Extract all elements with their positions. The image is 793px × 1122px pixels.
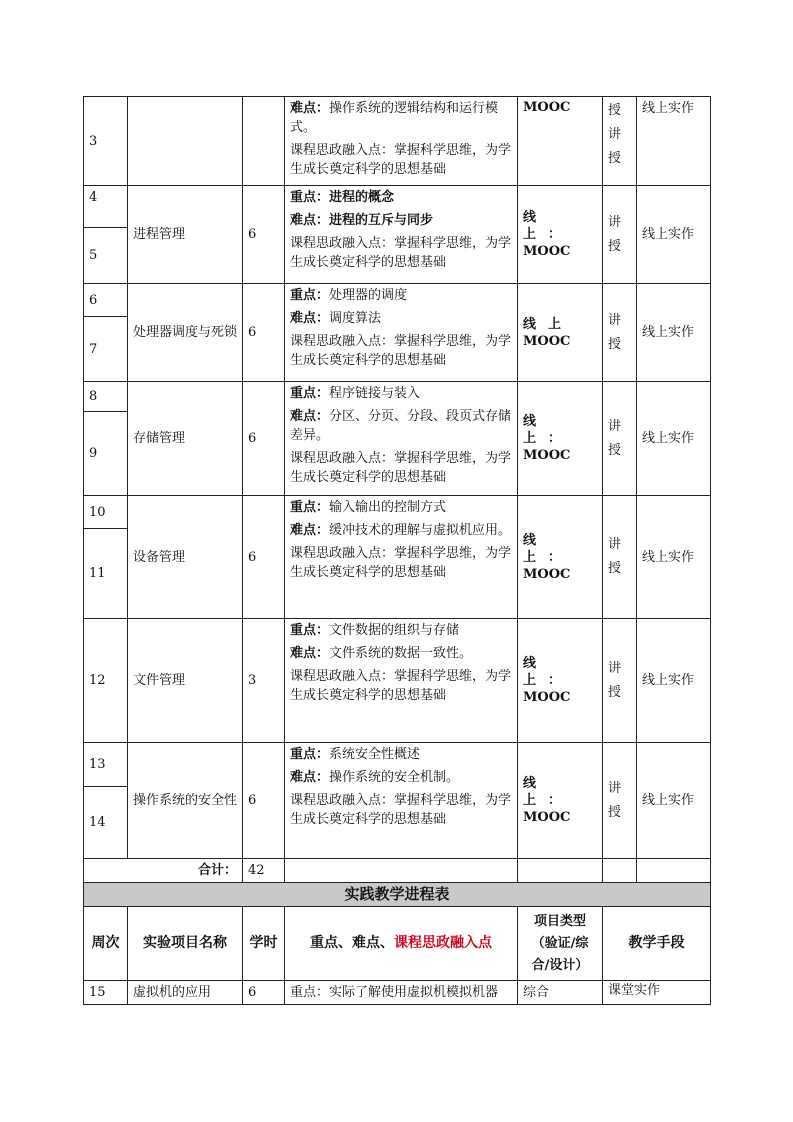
ideology-text: 课程思政融入点：掌握科学思维，为学生成长奠定科学的思想基础 (290, 451, 512, 485)
difficulty-text: 文件系统的数据一致性。 (329, 646, 473, 661)
method-line: 线上： (523, 656, 574, 688)
header-type: 项目类型（验证/综合/设计） (518, 907, 603, 981)
practice-means: 课堂实作 (603, 981, 711, 1005)
difficulty-label: 难点： (290, 646, 330, 661)
difficulty-text: 缓冲技术的理解与虚拟机应用。 (329, 523, 512, 538)
course-schedule-table (83, 96, 711, 1005)
teach-char: 讲 (608, 312, 622, 328)
method-line: MOOC (523, 448, 571, 463)
practice-week: 15 (84, 981, 128, 1005)
content-cell: 进程管理 (128, 186, 243, 284)
key-text: 程序链接与装入 (329, 386, 421, 401)
difficulty-text: 操作系统的逻辑结构和运行模式。 (290, 101, 499, 135)
header-name: 实验项目名称 (128, 907, 243, 981)
ideology-text: 课程思政融入点：掌握科学思维，为学生成长奠定科学的思想基础 (290, 793, 512, 827)
content-cell: 设备管理 (128, 496, 243, 619)
key-text: 文件数据的组织与存储 (329, 623, 460, 638)
key-label: 重点： (290, 386, 330, 401)
teach-char: 授 (608, 804, 622, 820)
section-band (84, 883, 711, 907)
method-cell (518, 97, 603, 186)
key-text: 输入输出的控制方式 (329, 500, 447, 515)
empty-cell (285, 859, 518, 883)
header-points-red: 课程思政融入点 (394, 935, 492, 951)
practice-cell: 线上实作 (637, 382, 711, 496)
teach-char: 讲 (608, 127, 622, 142)
practice-header-row (84, 907, 711, 981)
total-label: 合计： (84, 859, 243, 883)
difficulty-text: 操作系统的安全机制。 (329, 770, 460, 785)
method-line: MOOC (523, 333, 571, 349)
points-cell (285, 186, 518, 284)
method-cell (518, 743, 603, 859)
week-cell: 6 (84, 284, 128, 317)
method-cell (518, 186, 603, 284)
points-cell (285, 496, 518, 619)
hours-cell: 3 (243, 619, 285, 743)
practice-cell: 线上实作 (637, 496, 711, 619)
teach-char: 讲 (608, 214, 622, 230)
content-cell: 存储管理 (128, 382, 243, 496)
week-cell: 7 (84, 317, 128, 382)
table-row (84, 186, 711, 228)
method-cell (518, 496, 603, 619)
method-line: MOOC (523, 566, 571, 582)
points-cell (285, 743, 518, 859)
teach-cell (603, 496, 637, 619)
teach-char: 讲 (608, 780, 622, 796)
teach-char: 授 (608, 684, 622, 700)
hours-cell: 6 (243, 743, 285, 859)
table-row (84, 496, 711, 529)
empty-cell (518, 859, 603, 883)
teach-char: 授 (608, 238, 622, 254)
difficulty-label: 难点： (290, 101, 330, 116)
ideology-text: 课程思政融入点：掌握科学思维，为学生成长奠定科学的思想基础 (290, 236, 512, 270)
practice-hours: 6 (243, 981, 285, 1005)
teach-cell (603, 619, 637, 743)
method-line: MOOC (523, 690, 571, 705)
teach-char: 讲 (608, 537, 622, 552)
total-value: 42 (243, 859, 285, 883)
teach-char: 授 (608, 151, 622, 166)
practice-type: 综合 (518, 981, 603, 1005)
table-row (84, 97, 711, 186)
practice-table-title: 实践教学进程表 (84, 883, 711, 907)
teach-cell (603, 743, 637, 859)
method-cell (518, 284, 603, 382)
content-cell: 文件管理 (128, 619, 243, 743)
method-line: 线上： (523, 776, 574, 808)
practice-cell: 线上实作 (637, 743, 711, 859)
key-label: 重点： (290, 747, 330, 762)
teach-cell (603, 186, 637, 284)
teach-char: 讲 (608, 418, 622, 434)
content-cell: 处理器调度与死锁 (128, 284, 243, 382)
week-cell: 13 (84, 743, 128, 787)
week-cell: 11 (84, 529, 128, 619)
empty-cell (603, 859, 637, 883)
key-label: 重点： (290, 500, 330, 515)
ideology-text: 课程思政融入点：掌握科学思维，为学生成长奠定科学的思想基础 (290, 669, 512, 703)
difficulty-text: 分区、分页、分段、段页式存储差异。 (290, 409, 512, 443)
points-cell (285, 382, 518, 496)
difficulty-text: 调度算法 (329, 311, 382, 326)
content-cell (128, 97, 243, 186)
content-cell: 操作系统的安全性 (128, 743, 243, 859)
week-cell: 10 (84, 496, 128, 529)
table-row (84, 743, 711, 787)
teach-char: 授 (608, 336, 622, 352)
practice-name: 虚拟机的应用 (128, 981, 243, 1005)
teach-cell (603, 97, 637, 186)
hours-cell: 6 (243, 284, 285, 382)
difficulty-label: 难点： (290, 311, 330, 326)
week-cell: 5 (84, 228, 128, 284)
teach-cell (603, 284, 637, 382)
key-label: 重点： (290, 288, 330, 303)
method-line: MOOC (523, 810, 571, 825)
table-row (84, 284, 711, 317)
ideology-text: 课程思政融入点：掌握科学思维，为学生成长奠定科学的思想基础 (290, 334, 512, 368)
method-line: MOOC (523, 244, 571, 259)
method-line: 线上： (523, 532, 574, 565)
key-text: 进程的概念 (329, 190, 395, 205)
teach-cell (603, 382, 637, 496)
header-means: 教学手段 (603, 907, 711, 981)
method-cell (518, 619, 603, 743)
total-row (84, 859, 711, 883)
hours-cell: 6 (243, 186, 285, 284)
key-label: 重点： (290, 190, 330, 205)
difficulty-label: 难点： (290, 523, 330, 538)
week-cell: 9 (84, 412, 128, 496)
difficulty-label: 难点： (290, 213, 330, 228)
practice-cell: 线上实作 (637, 186, 711, 284)
week-cell: 3 (84, 97, 128, 186)
header-points-plain: 重点、难点、 (310, 935, 394, 951)
week-cell: 4 (84, 186, 128, 228)
method-cell (518, 382, 603, 496)
method-line: 线上： (523, 414, 574, 446)
header-hours: 学时 (243, 907, 285, 981)
ideology-text: 课程思政融入点：掌握科学思维，为学生成长奠定科学的思想基础 (290, 546, 512, 580)
difficulty-label: 难点： (290, 409, 330, 424)
header-points (285, 907, 518, 981)
week-cell: 12 (84, 619, 128, 743)
method-line: 线上 (523, 316, 574, 332)
week-cell: 8 (84, 382, 128, 412)
hours-cell: 6 (243, 382, 285, 496)
points-cell (285, 284, 518, 382)
teach-char: 讲 (608, 660, 622, 676)
difficulty-label: 难点： (290, 770, 330, 785)
key-text: 系统安全性概述 (329, 747, 421, 762)
header-week: 周次 (84, 907, 128, 981)
method-text: MOOC (523, 100, 571, 115)
practice-cell: 线上实作 (637, 284, 711, 382)
table-row (84, 981, 711, 1005)
teach-char: 授 (608, 103, 622, 118)
table-row (84, 619, 711, 743)
teach-char: 授 (608, 561, 622, 576)
points-cell (285, 619, 518, 743)
practice-points: 重点：实际了解使用虚拟机模拟机器 (285, 981, 518, 1005)
week-cell: 14 (84, 787, 128, 859)
ideology-text: 课程思政融入点：掌握科学思维，为学生成长奠定科学的思想基础 (290, 143, 512, 177)
empty-cell (637, 859, 711, 883)
key-text: 处理器的调度 (329, 288, 408, 303)
method-line: 线上： (523, 210, 574, 242)
difficulty-text: 进程的互斥与同步 (329, 213, 434, 228)
points-cell (285, 97, 518, 186)
practice-cell: 线上实作 (637, 97, 711, 186)
hours-cell: 6 (243, 496, 285, 619)
teach-char: 授 (608, 442, 622, 458)
practice-cell: 线上实作 (637, 619, 711, 743)
key-label: 重点： (290, 623, 330, 638)
hours-cell (243, 97, 285, 186)
table-row (84, 382, 711, 412)
